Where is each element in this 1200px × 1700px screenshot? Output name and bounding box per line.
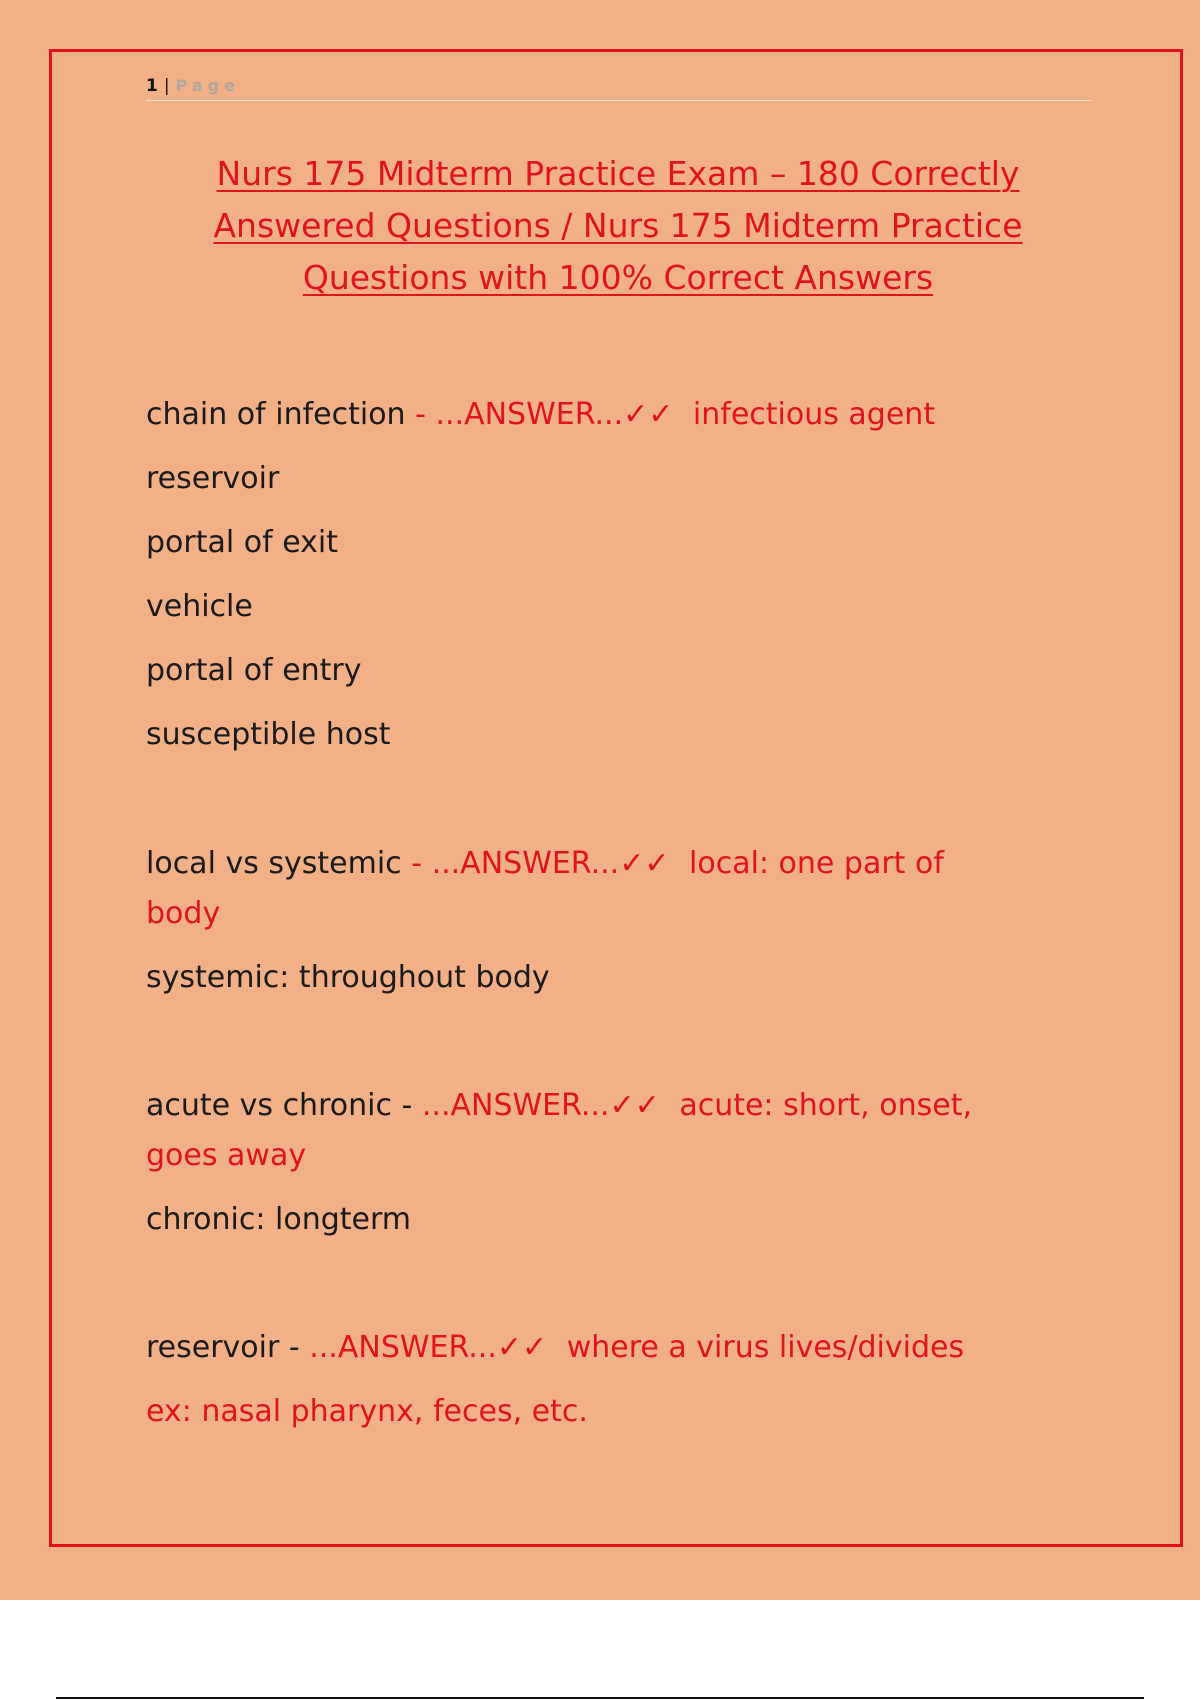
answer-list-item: portal of exit <box>146 525 338 560</box>
qa-entry-chain-of-infection <box>146 390 1096 760</box>
question-term: reservoir <box>146 1330 280 1365</box>
answer-marker: ...ANSWER...✓✓ <box>421 1088 660 1123</box>
answer-list-item: vehicle <box>146 589 253 624</box>
document-title: Nurs 175 Midterm Practice Exam – 180 Correctly Answered Questions / Nurs 175 Midterm Practice Questions with 100% Correct Answers <box>213 154 1023 297</box>
answer-text: infectious agent <box>692 397 936 432</box>
answer-marker: ...ANSWER...✓✓ <box>309 1330 548 1365</box>
answer-example: ex: nasal pharynx, feces, etc. <box>146 1394 588 1429</box>
answer-list-item: portal of entry <box>146 653 362 688</box>
answer-text: acute: short, onset, <box>679 1088 972 1123</box>
answer-list-item: systemic: throughout body <box>146 960 550 995</box>
qa-entry-local-vs-systemic <box>146 839 1096 1003</box>
answer-marker: ...ANSWER...✓✓ <box>431 846 670 881</box>
answer-list-item: susceptible host <box>146 717 391 752</box>
qa-entry-reservoir <box>146 1323 1096 1437</box>
answer-list-item: chronic: longterm <box>146 1202 412 1237</box>
answer-dash: - <box>288 1330 300 1365</box>
answer-dash: - <box>415 397 426 432</box>
qa-line <box>146 839 1096 889</box>
question-term: acute vs chronic <box>146 1088 392 1123</box>
answer-list-item: reservoir <box>146 461 280 496</box>
page-header <box>146 72 1091 101</box>
answer-marker: ...ANSWER...✓✓ <box>435 397 674 432</box>
qa-line <box>146 1323 1096 1373</box>
answer-dash: - <box>411 846 423 881</box>
answer-text: where a virus lives/divides <box>566 1330 965 1365</box>
answer-dash: - <box>401 1088 413 1123</box>
qa-line <box>146 390 1096 440</box>
answer-text: local: one part of <box>689 846 944 881</box>
answer-continuation: goes away <box>146 1138 307 1173</box>
page-word: Page <box>175 76 240 95</box>
page-header-separator: | <box>163 76 170 96</box>
qa-line <box>146 1081 1096 1131</box>
qa-entry-acute-vs-chronic <box>146 1081 1096 1245</box>
page-number: 1 <box>146 76 158 96</box>
answer-continuation: body <box>146 896 221 931</box>
footer-rule <box>56 1697 1144 1699</box>
question-term: local vs systemic <box>146 846 402 881</box>
question-term: chain of infection <box>146 397 406 432</box>
